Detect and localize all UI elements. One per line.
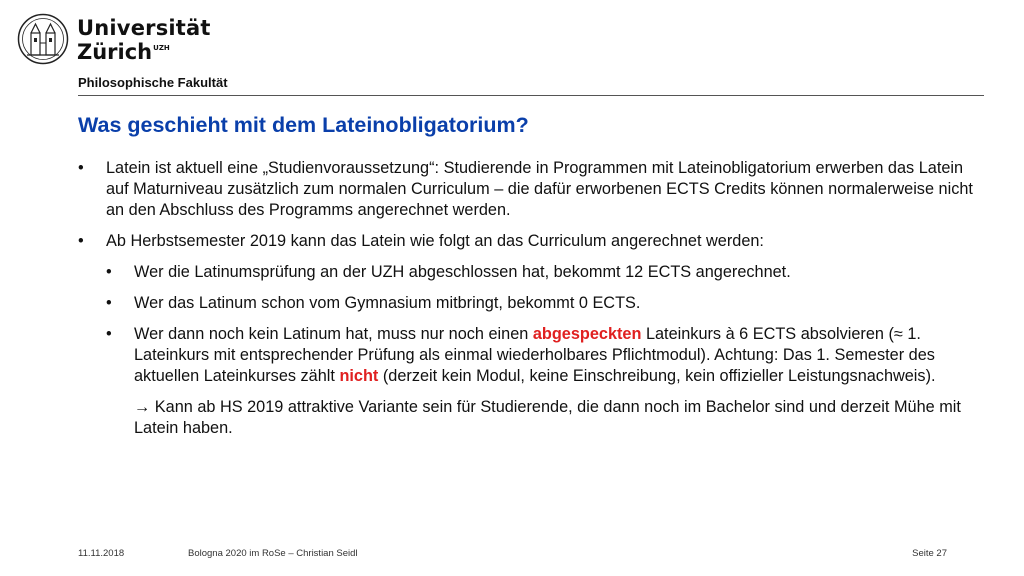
bullet-icon: • [106, 325, 112, 343]
sub-bullet-text [134, 325, 936, 385]
sub-bullet-text-part: Lateinkurs à 6 ECTS absolvieren (≈ 1. Lateinkurs mit entsprechender Prüfung als einmal wiederholbares Pflichtmodul). Achtung: Das 1. Semester des aktuellen Lateinkurses zählt [134, 325, 935, 385]
bullet-icon: • [78, 159, 84, 177]
logo-wordmark-line2 [77, 40, 170, 64]
logo-superscript: UZH [153, 44, 170, 52]
bullet-item [78, 231, 978, 252]
bullet-text: Ab Herbstsemester 2019 kann das Latein wie folgt an das Curriculum angerechnet werden: [106, 232, 764, 250]
slide-content [78, 158, 978, 449]
logo-zurich: Zürich [77, 40, 153, 64]
sub-bullet-item [78, 293, 978, 314]
sub-bullet-text-part: Wer dann noch kein Latinum hat, muss nur noch einen [134, 325, 533, 343]
bullet-icon: • [106, 294, 112, 312]
sub-bullet-text-part: (derzeit kein Modul, keine Einschreibung, kein offizieller Leistungsnachweis). [378, 367, 936, 385]
sub-bullet-text: Wer die Latinumsprüfung an der UZH abgeschlossen hat, bekommt 12 ECTS angerechnet. [134, 263, 791, 281]
highlight-nicht: nicht [339, 367, 379, 385]
footer-title: Bologna 2020 im RoSe – Christian Seidl [188, 548, 358, 559]
faculty-label: Philosophische Fakultät [78, 75, 228, 90]
highlight-abgespeckten: abgespeckten [532, 325, 642, 343]
uzh-seal-icon [17, 13, 69, 65]
bullet-icon: • [106, 263, 112, 281]
header-divider [78, 95, 984, 96]
sub-bullet-text: Wer das Latinum schon vom Gymnasium mitbringt, bekommt 0 ECTS. [134, 294, 641, 312]
sub-bullet-item [78, 262, 978, 283]
bullet-text: Latein ist aktuell eine „Studienvoraussetzung“: Studierende in Programmen mit Lateinobligatorium erwerben das Latein auf Maturniveau zusätzlich zum normalen Curriculum – die dafür erworbenen ECTS Credits können normalerweise nicht an den Abschluss des Programms angerechnet werden. [106, 159, 973, 219]
footer-date: 11.11.2018 [78, 548, 125, 559]
bullet-item [78, 158, 978, 221]
sub-bullet-item [78, 324, 978, 387]
bullet-icon: • [78, 232, 84, 250]
conclusion-text: → Kann ab HS 2019 attraktive Variante sein für Studierende, die dann noch im Bachelor sind und derzeit Mühe mit Latein haben. [134, 398, 961, 437]
footer-page-number: Seite 27 [912, 548, 947, 559]
uzh-logo [17, 13, 211, 73]
slide-title: Was geschieht mit dem Lateinobligatorium? [78, 113, 529, 137]
logo-wordmark-line1: Universität [77, 16, 211, 40]
